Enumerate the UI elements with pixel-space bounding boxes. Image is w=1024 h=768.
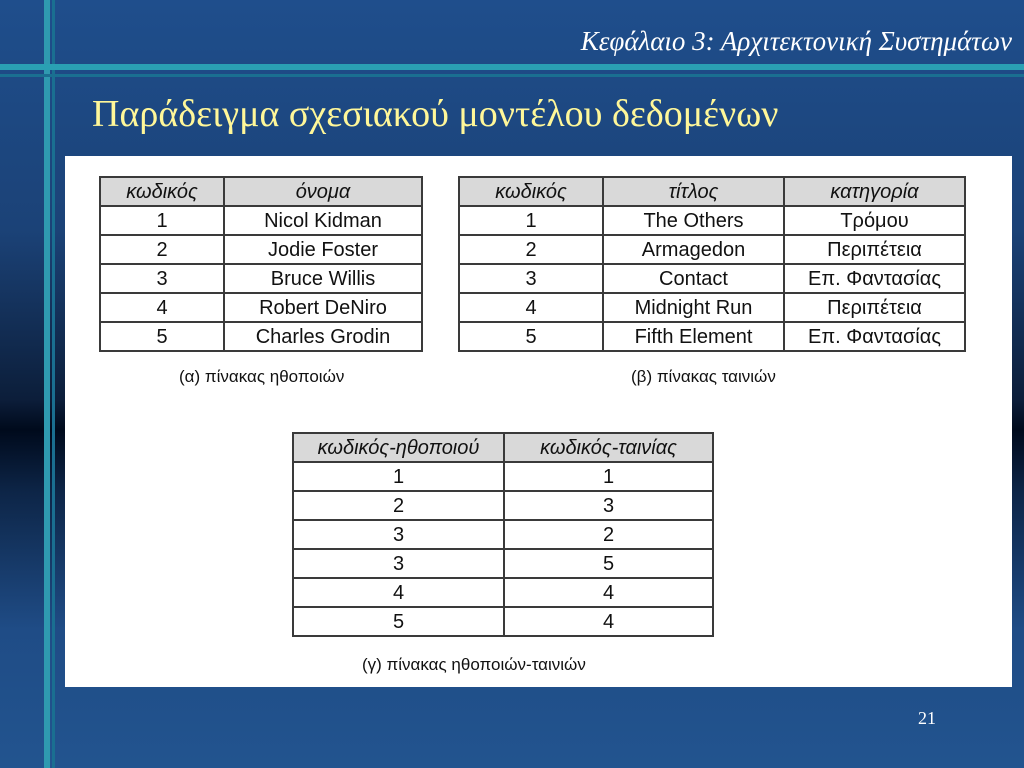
table-cell: Jodie Foster (224, 235, 422, 264)
table-row (100, 235, 422, 264)
table-row (459, 322, 965, 351)
table-row (459, 206, 965, 235)
table-cell: Περιπέτεια (784, 235, 965, 264)
table-cell: 1 (459, 206, 603, 235)
actor-movie-table (292, 432, 714, 637)
column-header: κωδικός (459, 177, 603, 206)
table-cell: 4 (459, 293, 603, 322)
table-row (293, 607, 713, 636)
table-header-row (459, 177, 965, 206)
table-header-row (100, 177, 422, 206)
table-cell: 4 (293, 578, 504, 607)
decorative-horizontal-line (0, 64, 1024, 70)
actors-table-caption: (α) πίνακας ηθοποιών (179, 367, 345, 386)
table-cell: Contact (603, 264, 784, 293)
table-cell: Robert DeNiro (224, 293, 422, 322)
chapter-heading: Κεφάλαιο 3: Αρχιτεκτονική Συστημάτων (580, 26, 1012, 56)
table-row (293, 578, 713, 607)
table-row (459, 235, 965, 264)
actors-table (99, 176, 423, 352)
table-cell: 3 (293, 520, 504, 549)
table-cell: 2 (459, 235, 603, 264)
table-header-row (293, 433, 713, 462)
decorative-vertical-line (44, 0, 50, 768)
table-cell: 5 (293, 607, 504, 636)
table-cell: 2 (100, 235, 224, 264)
table-cell: Midnight Run (603, 293, 784, 322)
table-cell: The Others (603, 206, 784, 235)
table-cell: Τρόμου (784, 206, 965, 235)
table-row (100, 293, 422, 322)
column-header: όνομα (224, 177, 422, 206)
table-cell: 4 (504, 578, 713, 607)
table-row (293, 549, 713, 578)
table-row (100, 264, 422, 293)
table-row (293, 491, 713, 520)
table-cell: Περιπέτεια (784, 293, 965, 322)
table-cell: 4 (504, 607, 713, 636)
table-cell: 5 (504, 549, 713, 578)
table-cell: 1 (504, 462, 713, 491)
table-cell: 1 (293, 462, 504, 491)
table-cell: 2 (293, 491, 504, 520)
table-cell: 3 (459, 264, 603, 293)
movies-table (458, 176, 966, 352)
table-cell: 5 (100, 322, 224, 351)
table-row (100, 322, 422, 351)
decorative-horizontal-line-thin (0, 74, 1024, 77)
table-row (100, 206, 422, 235)
slide-title: Παράδειγμα σχεσιακού μοντέλου δεδομένων (92, 93, 779, 135)
table-cell: 3 (293, 549, 504, 578)
table-cell: 5 (459, 322, 603, 351)
table-cell: 3 (100, 264, 224, 293)
decorative-vertical-line-thin (52, 0, 55, 768)
table-cell: Bruce Willis (224, 264, 422, 293)
figure-panel (65, 156, 1012, 687)
column-header: κωδικός-ταινίας (504, 433, 713, 462)
table-row (459, 264, 965, 293)
page-number: 21 (918, 708, 936, 728)
table-cell: Charles Grodin (224, 322, 422, 351)
column-header: τίτλος (603, 177, 784, 206)
table-cell: 2 (504, 520, 713, 549)
table-row (459, 293, 965, 322)
column-header: κωδικός (100, 177, 224, 206)
table-cell: 4 (100, 293, 224, 322)
table-cell: Επ. Φαντασίας (784, 322, 965, 351)
table-row (293, 462, 713, 491)
table-cell: Fifth Element (603, 322, 784, 351)
table-cell: Armagedon (603, 235, 784, 264)
table-cell: 1 (100, 206, 224, 235)
column-header: κωδικός-ηθοποιού (293, 433, 504, 462)
table-cell: 3 (504, 491, 713, 520)
movies-table-caption: (β) πίνακας ταινιών (631, 367, 776, 386)
table-cell: Nicol Kidman (224, 206, 422, 235)
table-row (293, 520, 713, 549)
column-header: κατηγορία (784, 177, 965, 206)
table-cell: Επ. Φαντασίας (784, 264, 965, 293)
actor-movie-table-caption: (γ) πίνακας ηθοποιών-ταινιών (362, 655, 586, 674)
